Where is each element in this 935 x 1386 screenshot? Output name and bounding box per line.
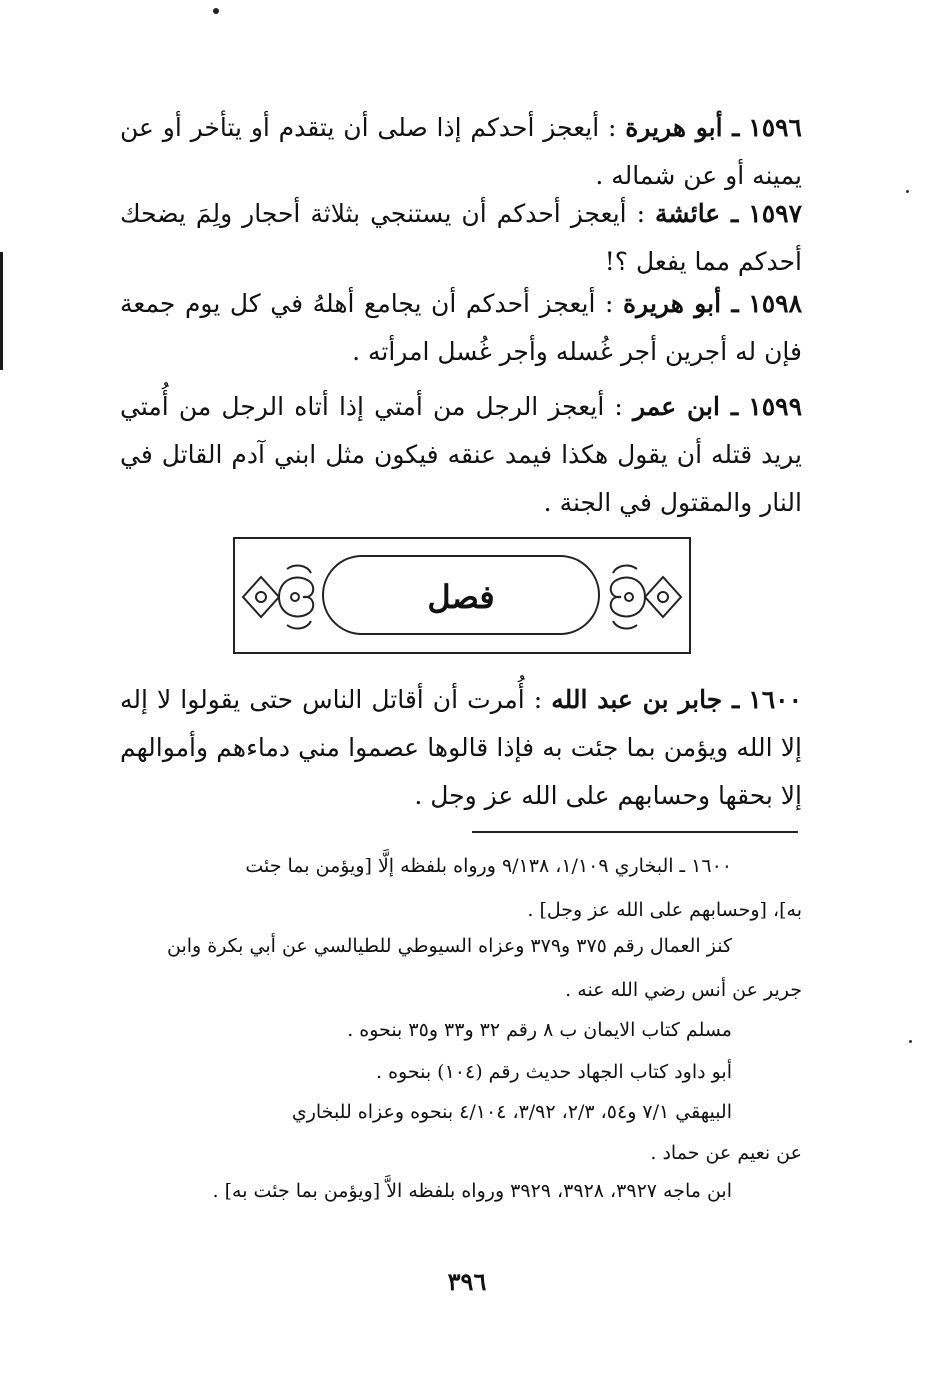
- hadith-text: أيعجز أحدكم أن يجامع أهلهُ في كل يوم جمعة فإن له أجرين أجر غُسله وأجر غُسل امرأته .: [120, 289, 802, 366]
- hadith-text: أيعجز الرجل من أمتي إذا أتاه الرجل من أُمتي يريد قتله أن يقول هكذا فيمد عنقه فيكون مثل ابني آدم القاتل في النار والمقتول في الجنة .: [120, 392, 802, 517]
- footnote-line: ابن ماجه ٣٩٢٧، ٣٩٢٨، ٣٩٢٩ ورواه بلفظه الاَّ [ويؤمن بما جئت به] .: [212, 1180, 732, 1202]
- hadith-text: أُمرت أن أقاتل الناس حتى يقولوا لا إله إلا الله ويؤمن بما جئت به فإذا قالوها عصموا مني دماءهم وأموالهم إلا بحقها وحسابهم على الله عز وجل .: [120, 685, 802, 810]
- hadith-number: ١٦٠٠: [748, 685, 802, 714]
- section-cartouche: [322, 555, 600, 635]
- footnote-line: به]، [وحسابهم على الله عز وجل] .: [527, 899, 802, 921]
- hadith-number: ١٥٩٦: [748, 113, 802, 142]
- footnote-line: البيهقي ٧/١ و٥٤، ٢/٣، ٣/٩٢، ٤/١٠٤ بنحوه وعزاه للبخاري: [291, 1101, 732, 1123]
- hadith-number: ١٥٩٩: [748, 392, 802, 421]
- section-title: فصل: [427, 578, 495, 616]
- ornament-icon: [239, 559, 319, 635]
- ink-speck: [906, 190, 909, 193]
- hadith-narrator: أبو هريرة: [623, 289, 722, 318]
- hadith-text: أيعجز أحدكم إذا صلى أن يتقدم أو يتأخر أو عن يمينه أو عن شماله .: [120, 113, 802, 190]
- footnote-line: أبو داود كتاب الجهاد حديث رقم (١٠٤) بنحوه .: [376, 1061, 732, 1083]
- hadith-narrator: ابن عمر: [632, 392, 720, 421]
- hadith-1597: ١٥٩٧ ـ عائشة : أيعجز أحدكم أن يستنجي بثلاثة أحجار ولِمَ يضحك أحدكم مما يفعل ؟!: [120, 199, 802, 276]
- hadith-narrator: عائشة: [655, 199, 721, 228]
- hadith-1600: ١٦٠٠ ـ جابر بن عبد الله : أُمرت أن أقاتل الناس حتى يقولوا لا إله إلا الله ويؤمن بما جئت به فإذا قالوها عصموا مني دماءهم وأموالهم إلا بحقها وحسابهم على الله عز وجل .: [120, 685, 802, 810]
- footnote-line: جرير عن أنس رضي الله عنه .: [565, 979, 802, 1001]
- page-number: ٣٩٦: [447, 1267, 487, 1296]
- footnote-line: ١٦٠٠ ـ البخاري ١/١٠٩، ٩/١٣٨ ورواه بلفظه إلَّا [ويؤمن بما جئت: [245, 855, 732, 877]
- ink-speck: [909, 1040, 912, 1043]
- footnote-line: عن نعيم عن حماد .: [650, 1142, 802, 1164]
- page-edge-line: [0, 252, 3, 370]
- hadith-1596: ١٥٩٦ ـ أبو هريرة : أيعجز أحدكم إذا صلى أن يتقدم أو يتأخر أو عن يمينه أو عن شماله .: [120, 113, 802, 190]
- footnote-line: مسلم كتاب الايمان ب ٨ رقم ٣٢ و٣٣ و٣٥ بنحوه .: [347, 1019, 732, 1041]
- footnote-line: كنز العمال رقم ٣٧٥ و٣٧٩ وعزاه السيوطي للطيالسي عن أبي بكرة وابن: [167, 935, 732, 957]
- hadith-narrator: أبو هريرة: [625, 113, 723, 142]
- hadith-1598: ١٥٩٨ ـ أبو هريرة : أيعجز أحدكم أن يجامع أهلهُ في كل يوم جمعة فإن له أجرين أجر غُسله وأجر غُسل امرأته .: [120, 289, 802, 366]
- ink-mark: [213, 8, 219, 14]
- section-heading-frame: [233, 537, 691, 654]
- hadith-narrator: جابر بن عبد الله: [551, 685, 723, 714]
- ornament-icon: [605, 559, 685, 635]
- hadith-number: ١٥٩٧: [748, 199, 802, 228]
- hadith-number: ١٥٩٨: [748, 289, 802, 318]
- hadith-text: أيعجز أحدكم أن يستنجي بثلاثة أحجار ولِمَ يضحك أحدكم مما يفعل ؟!: [120, 199, 802, 276]
- footnote-separator: [472, 831, 798, 833]
- hadith-1599: ١٥٩٩ ـ ابن عمر : أيعجز الرجل من أمتي إذا أتاه الرجل من أُمتي يريد قتله أن يقول هكذا فيمد عنقه فيكون مثل ابني آدم القاتل في النار والمقتول في الجنة .: [120, 392, 802, 517]
